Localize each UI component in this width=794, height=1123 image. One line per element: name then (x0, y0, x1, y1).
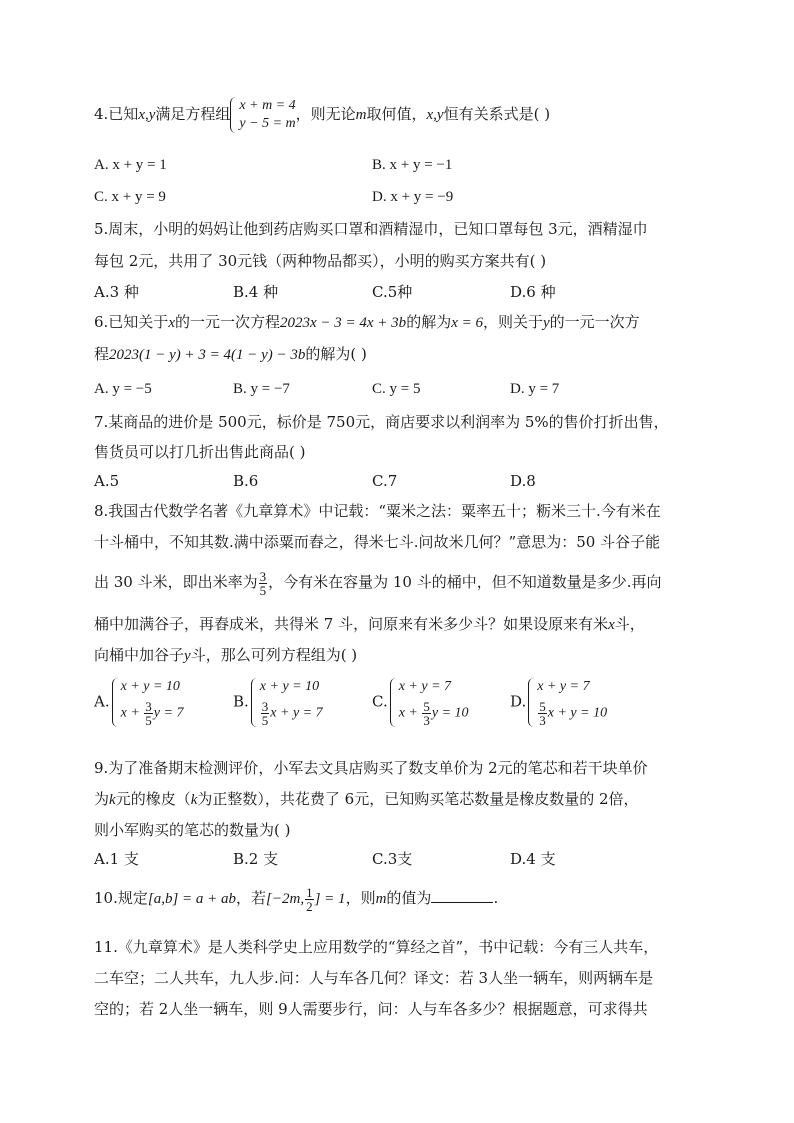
brace-icon (230, 97, 238, 133)
q5-option-a[interactable]: A.3 种 (94, 283, 139, 301)
question-9-line3: 则小军购买的笔芯的数量为( ) (94, 821, 291, 839)
q6-equation1: 2023x − 3 = 4x + 3b (280, 315, 407, 331)
q10-definition: [a,b] = a + ab (147, 891, 237, 907)
q8-option-d[interactable]: D. x + y = 7 $\frac{5}{3}$ x + y = 10 (510, 679, 608, 728)
q8-a-system: x + y = 10 x + $\frac{3}{5}$ y = 7 (112, 678, 184, 727)
question-5-line2: 每包 2元，共用了 30元钱（两种物品都买），小明的购买方案共有( ) (94, 252, 547, 270)
q6-option-a[interactable]: A. y = −5 (94, 381, 152, 397)
q4-option-a[interactable]: A. x + y = 1 (94, 157, 167, 173)
question-7-line2: 售货员可以打几折出售此商品( ) (94, 443, 306, 461)
question-8-line3: 出 30 斗米，即出米率为 $\frac{3}{5}$ ，今有米在容量为 10 斗的桶中，但不知道数量是多少.再向 (94, 568, 662, 598)
brace-icon (528, 678, 536, 727)
question-9-line1: 9.为了准备期末检测评价，小军去文具店购买了数支单价为 2元的笔芯和若干块单价 (94, 759, 648, 777)
question-6-line1: 6.已知关于x的一元一次方程2023x − 3 = 4x + 3b的解为x = 6，则关于y的一元一次方 (94, 313, 640, 331)
question-11-line1: 11.《九章算术》是人类科学史上应用数学的“算经之首”，书中记载：今有三人共车， (94, 938, 659, 956)
q7-option-a[interactable]: A.5 (94, 472, 120, 490)
q6-option-d[interactable]: D. y = 7 (510, 381, 560, 397)
brace-icon (251, 678, 259, 727)
q8-c-system: x + y = 7 x + $\frac{5}{3}$ y = 10 (390, 678, 469, 727)
question-9-line2: 为k元的橡皮（k为正整数），共花费了 6元，已知购买笔芯数量是橡皮数量的 2倍， (94, 790, 639, 808)
question-4-stem (94, 97, 550, 133)
q8-fraction: $\frac{3}{5}$ (259, 568, 267, 598)
q8-d-system: x + y = 7 $\frac{5}{3}$ x + y = 10 (528, 678, 607, 727)
question-8-line1: 8.我国古代数学名著《九章算术》中记载：“粟米之法：粟率五十；粝米三十.今有米在 (94, 502, 661, 520)
q8-option-b[interactable]: B. x + y = 10 $\frac{3}{5}$ x + y = 7 (233, 679, 323, 728)
q7-option-b[interactable]: B.6 (233, 472, 259, 490)
q4-vars2: x,y (426, 107, 444, 123)
q4-option-d[interactable]: D. x + y = −9 (372, 189, 454, 205)
question-5-line1: 5.周末，小明的妈妈让他到药店购买口罩和酒精湿巾，已知口罩每包 3元，酒精湿巾 (94, 220, 648, 238)
question-6-line2: 程2023(1 − y) + 3 = 4(1 − y) − 3b的解为( ) (94, 345, 367, 363)
brace-icon (390, 678, 398, 727)
brace-icon (112, 678, 120, 727)
q6-option-b[interactable]: B. y = −7 (233, 381, 290, 397)
q4-vars: x,y (138, 107, 156, 123)
question-7-line1: 7.某商品的进价是 500元，标价是 750元，商店要求以利润率为 5%的售价打折出售， (94, 413, 669, 431)
q4-option-c[interactable]: C. x + y = 9 (94, 189, 166, 205)
q4-text: 4.已知 (94, 105, 139, 123)
q6-equation2: 2023(1 − y) + 3 = 4(1 − y) − 3b (109, 347, 306, 363)
question-8-line5: 向桶中加谷子y斗，那么可列方程组为( ) (94, 646, 358, 664)
question-8-line4: 桶中加满谷子，再舂成米，共得米 7 斗，问原来有米多少斗？如果设原来有米x斗， (94, 615, 645, 633)
q7-option-c[interactable]: C.7 (372, 472, 398, 490)
q6-option-c[interactable]: C. y = 5 (372, 381, 421, 397)
question-11-line2: 二车空；二人共车，九人步.问：人与车各几何？译文：若 3人坐一辆车，则两辆车是 (94, 969, 654, 987)
q4-eq2: y − 5 = m (239, 116, 296, 131)
q5-option-b[interactable]: B.4 种 (233, 283, 279, 301)
q8-option-a[interactable]: A. x + y = 10 x + $\frac{3}{5}$ y = 7 (94, 679, 184, 728)
q8-option-c[interactable]: C. x + y = 7 x + $\frac{5}{3}$ y = 10 (372, 679, 469, 728)
q4-text-post1: ，则无论 (295, 105, 356, 123)
answer-blank[interactable] (431, 888, 493, 903)
q5-option-c[interactable]: C.5种 (372, 283, 413, 301)
q9-option-c[interactable]: C.3支 (372, 850, 413, 868)
q4-eq1: x + m = 4 (239, 98, 296, 113)
q9-option-d[interactable]: D.4 支 (510, 850, 556, 868)
q9-option-a[interactable]: A.1 支 (94, 850, 139, 868)
question-10: 10.规定[a,b] = a + ab，若[−2m, $\frac{1}{2}$ ] = 1，则m的值为 . (94, 884, 499, 914)
q4-text-mid: 满足方程组 (155, 105, 231, 123)
q4-var-m: m (355, 107, 367, 123)
question-11-line3: 空的；若 2人坐一辆车，则 9人需要步行，问：人与车各多少？根据题意，可求得共 (94, 1000, 648, 1018)
q8-b-system: x + y = 10 $\frac{3}{5}$ x + y = 7 (251, 678, 323, 727)
q6-solution: x = 6 (451, 315, 483, 331)
q10-fraction: $\frac{1}{2}$ (306, 884, 313, 914)
q4-text-post3: 恒有关系式是( ) (443, 105, 551, 123)
q5-option-d[interactable]: D.6 种 (510, 283, 556, 301)
q4-option-b[interactable]: B. x + y = −1 (372, 157, 453, 173)
q4-text-post2: 取何值， (366, 105, 427, 123)
question-8-line2: 十斗桶中，不知其数.满中添粟而舂之，得米七斗.问故米几何？”意思为：50 斗谷子能 (94, 533, 661, 551)
q7-option-d[interactable]: D.8 (510, 472, 536, 490)
q4-equation-system (230, 97, 295, 133)
q9-option-b[interactable]: B.2 支 (233, 850, 279, 868)
